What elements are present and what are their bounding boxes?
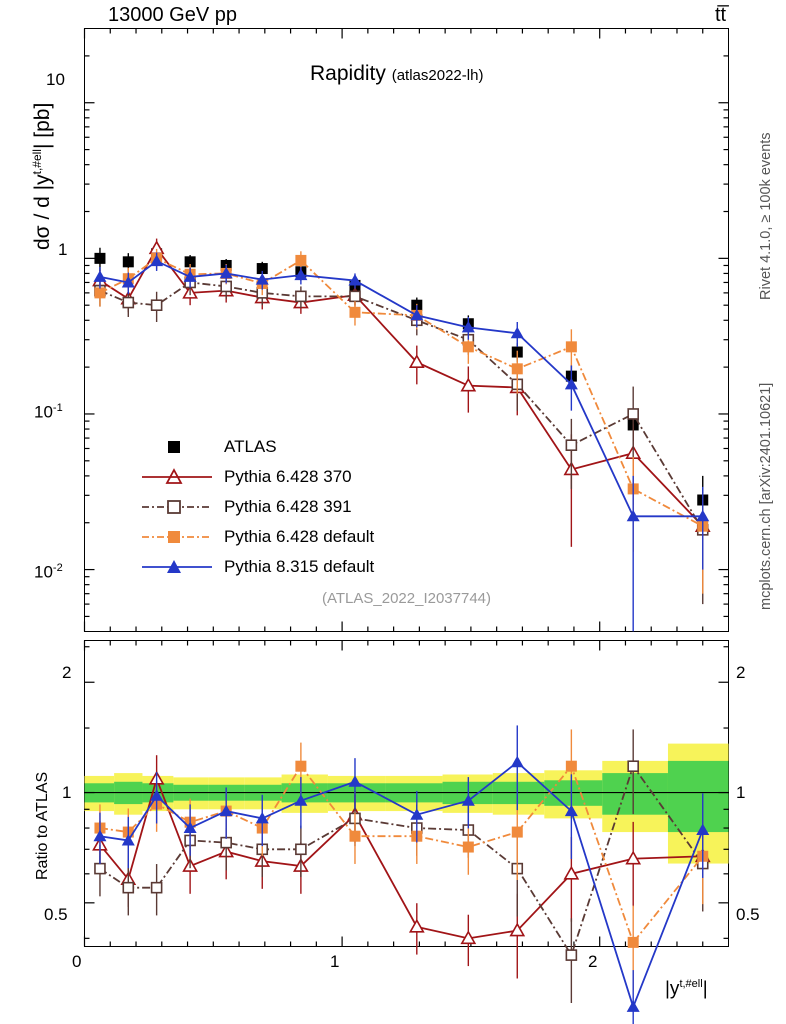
plot-title-text: Rapidity (310, 62, 386, 85)
dataset-watermark: (ATLAS_2022_I2037744) (322, 590, 492, 607)
x-axis-label-main: |y (665, 978, 680, 1000)
legend-label-4: Pythia 8.315 default (224, 557, 375, 576)
ratio-ytick-label-1-right: 1 (736, 783, 746, 802)
xtick-label-1: 1 (330, 952, 340, 971)
x-axis-label-sup: t,#ell (679, 978, 703, 990)
ratio-ytick-label-1-left: 1 (62, 783, 72, 802)
ratio-ytick-label-05-left: 0.5 (44, 905, 68, 924)
legend-label-1: Pythia 6.428 370 (224, 467, 352, 486)
header-right: tt̅ (715, 4, 727, 26)
y-axis-label-sup: t,#ell (30, 149, 44, 175)
rivet-version-text: Rivet 4.1.0, ≥ 100k events (758, 132, 774, 300)
arxiv-text: mcplots.cern.ch [arXiv:2401.10621] (758, 382, 774, 610)
ratio-ytick-label-2-left: 2 (62, 663, 72, 682)
y-axis-label-sub: | [pb] (31, 102, 54, 150)
ratio-ytick-label-2-right: 2 (736, 663, 746, 682)
legend-label-2: Pythia 6.428 391 (224, 497, 352, 516)
x-axis-label-sub: | (702, 978, 708, 1000)
ytick-label-1: 1 (58, 240, 68, 259)
ytick-label-1e-1: $10^{-1}$ (34, 402, 63, 422)
y-axis-label-main: dσ / d |y (31, 174, 54, 250)
legend-label-3: Pythia 6.428 default (224, 527, 375, 546)
ratio-ytick-label-05-right: 0.5 (736, 905, 760, 924)
plot-title-suffix: (atlas2022-lh) (391, 67, 484, 84)
ytick-label-10: 10 (46, 70, 65, 89)
ratio-y-axis-label: Ratio to ATLAS (34, 771, 51, 880)
ytick-label-1e-2: $10^{-2}$ (34, 562, 63, 582)
header-left: 13000 GeV pp (108, 4, 237, 26)
legend-label-0: ATLAS (224, 437, 277, 456)
xtick-label-0: 0 (72, 952, 82, 971)
xtick-label-2: 2 (588, 952, 598, 971)
